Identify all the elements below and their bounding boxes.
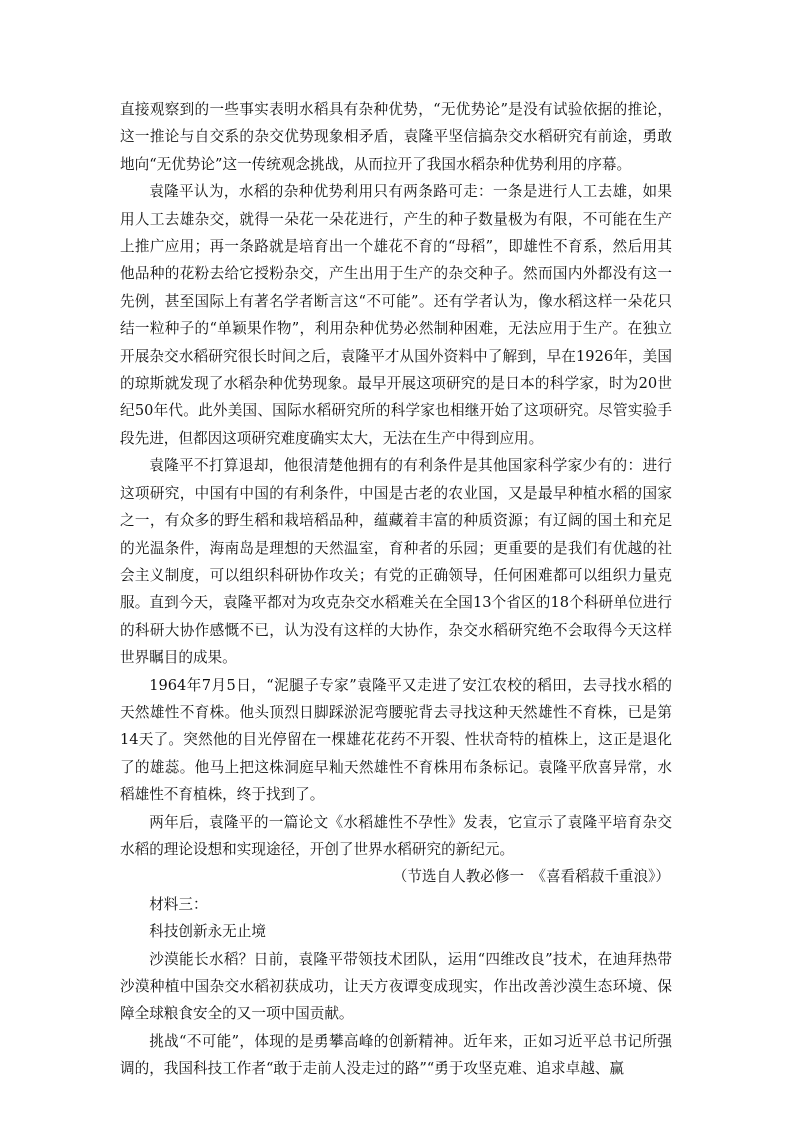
body-paragraph-2: 袁隆平认为，水稻的杂种优势利用只有两条路可走：一条是进行人工去雄，如果用人工去雄杂交，就得一朵花一朵花进行，产生的种子数量极为有限，不可能在生产上推广应用；再一条路就是培育出一个雄花不育的“母稻”，即雄性不育系，然后用其他品种的花粉去给它授粉杂交，产生出用于生产的杂交种子。然而国内外都没有这一先例，甚至国际上有著名学者断言这“不可能”。还有学者认为，像水稻这样一朵花只结一粒种子的“单颖果作物”，利用杂种优势必然制种困难，无法应用于生产。在独立开展杂交水稻研究很长时间之后，袁隆平才从国外资料中了解到，早在1926年，美国的琼斯就发现了水稻杂种优势现象。最早开展这项研究的是日本的科学家，时为20世纪50年代。此外美国、国际水稻研究所的科学家也相继开始了这项研究。尽管实验手段先进，但都因这项研究难度确实太大，无法在生产中得到应用。 — [120, 183, 672, 447]
body-paragraph-4: 1964年7月5日，“泥腿子专家”袁隆平又走进了安江农校的稻田，去寻找水稻的天然雄性不育株。他头顶烈日脚踩淤泥弯腰驼背去寻找这种天然雄性不育株，已是第14天了。突然他的目光停留在一棵雄花花药不开裂、性状奇特的植株上，这正是退化了的雄蕊。他马上把这株洞庭早籼天然雄性不育株用布条标记。袁隆平欣喜异常，水稻雄性不育植株，终于找到了。 — [120, 676, 672, 804]
source-caption: （节选自人教必修一 《喜看稻菽千重浪》） — [392, 868, 670, 886]
body-paragraph-1: 直接观察到的一些事实表明水稻具有杂种优势，“无优势论”是没有试验依据的推论，这一推论与自交系的杂交优势现象相矛盾，袁隆平坚信搞杂交水稻研究有前途，勇敢地向“无优势论”这一传统观念挑战，从而拉开了我国水稻杂种优势利用的序幕。 — [120, 101, 672, 173]
material-title: 科技创新永无止境 — [149, 923, 266, 941]
document-page — [120, 96, 672, 1083]
material-label: 材料三： — [149, 895, 208, 913]
material-paragraph-1: 沙漠能长水稻？日前，袁隆平带领技术团队，运用“四维改良”技术，在迪拜热带沙漠种植中国杂交水稻初获成功，让天方夜谭变成现实，作出改善沙漠生态环境、保障全球粮食安全的又一项中国贡献。 — [120, 950, 672, 1023]
body-paragraph-3: 袁隆平不打算退却，他很清楚他拥有的有利条件是其他国家科学家少有的：进行这项研究，中国有中国的有利条件，中国是古老的农业国，又是最早种植水稻的国家之一，有众多的野生稻和栽培稻品种，蕴藏着丰富的种质资源；有辽阔的国土和充足的光温条件，海南岛是理想的天然温室，育种者的乐园；更重要的是我们有优越的社会主义制度，可以组织科研协作攻关；有党的正确领导，任何困难都可以组织力量克服。直到今天，袁隆平都对为攻克杂交水稻难关在全国13个省区的18个科研单位进行的科研大协作感慨不已，认为没有这样的大协作，杂交水稻研究绝不会取得今天这样世界瞩目的成果。 — [120, 457, 672, 667]
material-paragraph-2: 挑战“不可能”，体现的是勇攀高峰的创新精神。近年来，正如习近平总书记所强调的，我国科技工作者“敢于走前人没走过的路”“勇于攻坚克难、追求卓越、赢 — [120, 1032, 672, 1078]
body-paragraph-5: 两年后，袁隆平的一篇论文《水稻雄性不孕性》发表，它宣示了袁隆平培育杂交水稻的理论设想和实现途径，开创了世界水稻研究的新纪元。 — [120, 813, 672, 858]
